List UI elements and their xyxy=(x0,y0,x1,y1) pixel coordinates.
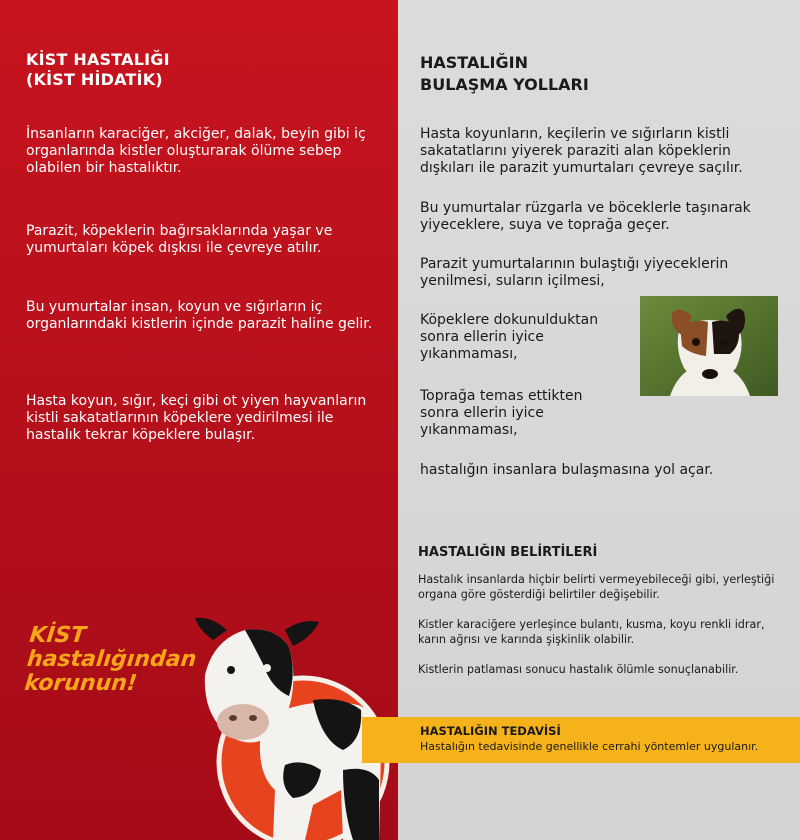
left-paragraph-1: İnsanların karaciğer, akciğer, dalak, beyin gibi iç organlarında kistler oluşturarak ölüme sebep olabilen bir hastalıktır. xyxy=(26,126,366,176)
transmission-paragraph-1: Hasta koyunların, keçilerin ve sığırların kistli sakatatlarını yiyerek paraziti alan köpeklerin dışkıları ile parazit yumurtaları çevreye saçılır. xyxy=(420,126,743,176)
symptom-paragraph-1: Hastalık insanlarda hiçbir belirti vermeyebileceği gibi, yerleştiği organa göre gösterdiği belirtiler değişebilir. xyxy=(418,573,775,601)
transmission-paragraph-5: Toprağa temas ettikten sonra ellerin iyice yıkanmaması, xyxy=(420,388,583,438)
symptom-paragraph-2: Kistler karaciğere yerleşince bulantı, kusma, koyu renkli idrar, karın ağrısı ve karında şişkinlik olabilir. xyxy=(418,618,765,646)
left-title-line2: (KİST HİDATİK) xyxy=(26,70,163,89)
left-paragraph-3: Bu yumurtalar insan, koyun ve sığırların iç organlarındaki kistlerin içinde parazit haline gelir. xyxy=(26,299,373,332)
transmission-title xyxy=(420,52,589,96)
transmission-paragraph-4: Köpeklere dokunulduktan sonra ellerin iyice yıkanmaması, xyxy=(420,312,599,362)
dog-icon xyxy=(640,296,778,396)
slogan-line2: hastalığından xyxy=(25,647,198,672)
symptoms-title: HASTALIĞIN BELİRTİLERİ xyxy=(418,545,598,560)
slogan-line3: korunun! xyxy=(23,671,139,696)
dog-photo xyxy=(640,296,778,396)
left-title xyxy=(26,50,170,90)
transmission-title-line2: BULAŞMA YOLLARI xyxy=(420,75,589,94)
treatment-title: HASTALIĞIN TEDAVİSİ xyxy=(420,724,561,738)
slogan xyxy=(23,624,200,696)
transmission-paragraph-3: Parazit yumurtalarının bulaştığı yiyeceklerin yenilmesi, suların içilmesi, xyxy=(420,256,729,289)
slogan-line1: KİST xyxy=(28,623,87,648)
symptom-paragraph-3: Kistlerin patlaması sonucu hastalık ölümle sonuçlanabilir. xyxy=(418,663,739,676)
transmission-paragraph-2: Bu yumurtalar rüzgarla ve böceklerle taşınarak yiyeceklere, suya ve toprağa geçer. xyxy=(420,200,751,233)
transmission-paragraph-6: hastalığın insanlara bulaşmasına yol açar. xyxy=(420,462,714,478)
treatment-banner xyxy=(362,717,800,763)
left-paragraph-4: Hasta koyun, sığır, keçi gibi ot yiyen hayvanların kistli sakatatlarının köpeklere yedirilmesi ile hastalık tekrar köpeklere bulaşır. xyxy=(26,393,367,443)
treatment-text: Hastalığın tedavisinde genellikle cerrahi yöntemler uygulanır. xyxy=(420,740,759,753)
right-panel xyxy=(398,0,800,840)
left-paragraph-2: Parazit, köpeklerin bağırsaklarında yaşar ve yumurtaları köpek dışkısı ile çevreye atılır. xyxy=(26,223,333,256)
left-title-line1: KİST HASTALIĞI xyxy=(26,50,170,69)
transmission-title-line1: HASTALIĞIN xyxy=(420,53,528,72)
left-panel xyxy=(0,0,398,840)
